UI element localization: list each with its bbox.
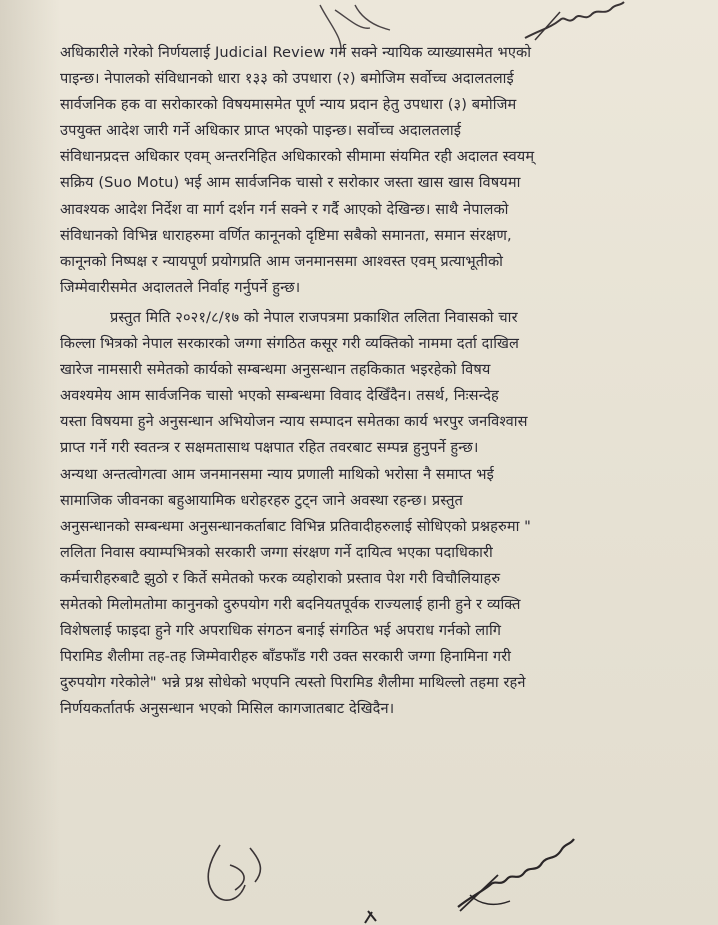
text-line: ललिता निवास क्याम्पभित्रको सरकारी जग्गा संरक्षण गर्ने दायित्व भएका पदाधिकारी	[60, 543, 493, 561]
paragraph-1	[60, 40, 685, 301]
document-body	[60, 40, 685, 722]
page-shadow	[0, 0, 60, 925]
signature-bottom-right	[450, 835, 580, 915]
text-line: अवश्यमेय आम सार्वजनिक चासो भएको सम्बन्धमा विवाद देखिँदैन। तसर्थ, निःसन्देह	[60, 387, 499, 405]
signature-top-right	[520, 0, 630, 45]
text-line: पाइन्छ। नेपालको संविधानको धारा १३३ को उपधारा (२) बमोजिम सर्वोच्च अदालतलाई	[60, 70, 514, 88]
text-line: कानूनको निष्पक्ष र न्यायपूर्ण प्रयोगप्रति आम जनमानसमा आश्वस्त एवम् प्रत्याभूतीको	[60, 252, 504, 270]
text-line: प्रस्तुत मिति २०२१/८/१७ को नेपाल राजपत्रमा प्रकाशित ललिता निवासको चार	[110, 308, 518, 326]
text-line: निर्णयकर्तातर्फ अनुसन्धान भएको मिसिल कागजातबाट देखिदैन।	[60, 700, 395, 718]
text-line: कर्मचारीहरुबाटै झुठो र किर्ते समेतको फरक व्यहोराको प्रस्ताव पेश गरी विचौलियाहरु	[60, 569, 501, 587]
signature-bottom-left	[190, 840, 280, 915]
text-line: सामाजिक जीवनका बहुआयामिक धरोहरहरु टुट्न जाने अवस्था रहन्छ। प्रस्तुत	[60, 491, 463, 509]
paragraph-2	[60, 305, 685, 723]
text-line: खारेज नामसारी समेतको कार्यको सम्बन्धमा अनुसन्धान तहकिकात भइरहेको विषय	[60, 361, 491, 379]
text-line: अधिकारीले गरेको निर्णयलाई Judicial Review गर्न सक्ने न्यायिक व्याख्यासमेत भएको	[60, 44, 532, 61]
text-line: समेतको मिलोमतोमा कानुनको दुरुपयोग गरी बदनियतपूर्वक राज्यलाई हानी हुने र व्यक्ति	[60, 595, 521, 613]
text-line: पिरामिड शैलीमा तह-तह जिम्मेवारीहरु बाँडफाँड गरी उक्त सरकारी जग्गा हिनामिना गरी	[60, 648, 512, 666]
text-line: सार्वजनिक हक वा सरोकारको विषयमासमेत पूर्ण न्याय प्रदान हेतु उपधारा (३) बमोजिम	[60, 96, 517, 114]
text-line: दुरुपयोग गरेकोले" भन्ने प्रश्न सोधेको भएपनि त्यस्तो पिरामिड शैलीमा माथिल्लो तहमा रहने	[60, 674, 526, 692]
text-line: उपयुक्त आदेश जारी गर्ने अधिकार प्राप्त भएको पाइन्छ। सर्वोच्च अदालतलाई	[60, 122, 462, 140]
text-line: प्राप्त गर्ने गरी स्वतन्त्र र सक्षमतासाथ पक्षपात रहित तवरबाट सम्पन्न हुनुपर्ने हुन्छ।	[60, 439, 479, 457]
text-line: विशेषलाई फाइदा हुने गरि अपराधिक संगठन बनाई संगठित भई अपराध गर्नको लागि	[60, 622, 502, 640]
text-line: आवश्यक आदेश निर्देश वा मार्ग दर्शन गर्न सक्ने र गर्दै आएको देखिन्छ। साथै नेपालको	[60, 200, 509, 218]
text-line: अनुसन्धानको सम्बन्धमा अनुसन्धानकर्ताबाट विभिन्न प्रतिवादीहरुलाई सोधिएको प्रश्नहरुमा "	[60, 517, 531, 535]
text-line: संविधानको विभिन्न धाराहरुमा वर्णित कानूनको दृष्टिमा सबैको समानता, समान संरक्षण,	[60, 226, 512, 244]
mark-bottom-center	[360, 908, 380, 925]
text-line: सक्रिय (Suo Motu) भई आम सार्वजनिक चासो र सरोकार जस्ता खास खास विषयमा	[60, 174, 521, 192]
text-line: यस्ता विषयमा हुने अनुसन्धान अभियोजन न्याय सम्पादन समेतका कार्य भरपुर जनविश्वास	[60, 413, 528, 431]
text-line: किल्ला भित्रको नेपाल सरकारको जग्गा संगठित कसूर गरी व्यक्तिको नाममा दर्ता दाखिल	[60, 335, 520, 353]
text-line: संविधानप्रदत्त अधिकार एवम् अन्तरनिहित अधिकारको सीमामा संयमित रही अदालत स्वयम्	[60, 148, 535, 166]
text-line: जिम्मेवारीसमेत अदालतले निर्वाह गर्नुपर्ने हुन्छ।	[60, 278, 301, 296]
text-line: अन्यथा अन्तत्वोगत्वा आम जनमानसमा न्याय प्रणाली माथिको भरोसा नै समाप्त भई	[60, 465, 494, 483]
